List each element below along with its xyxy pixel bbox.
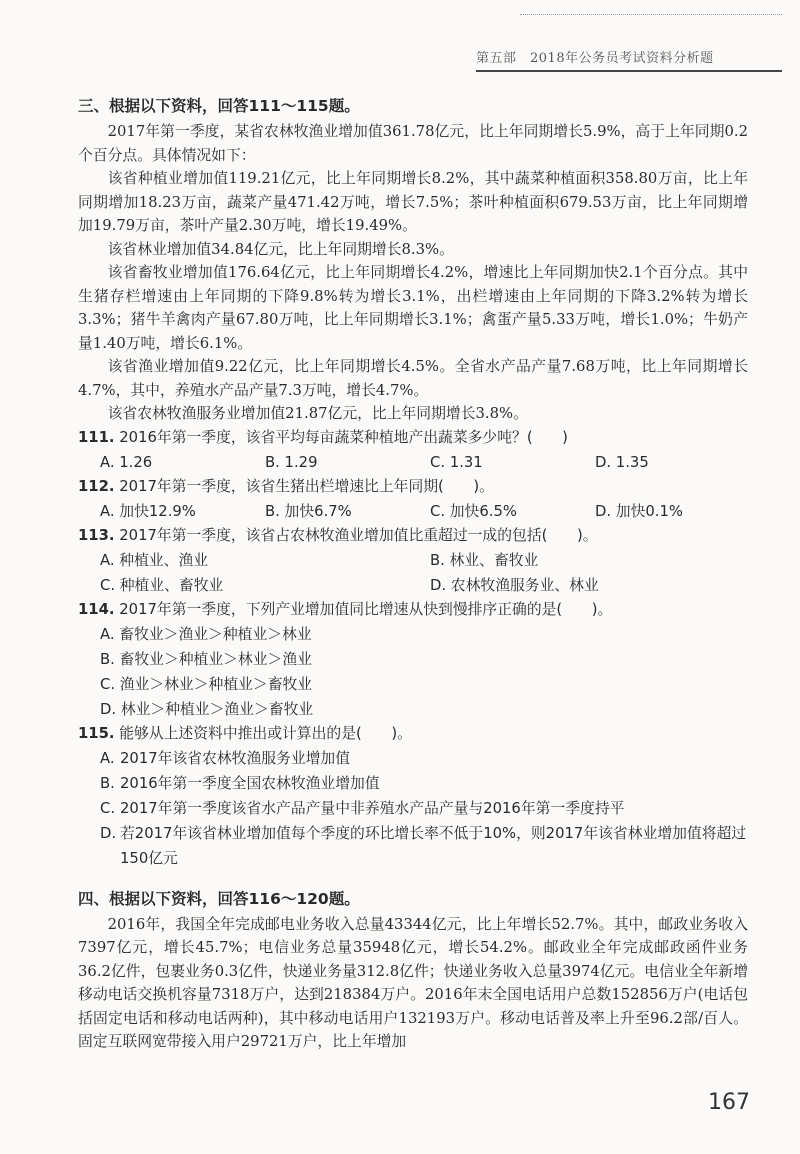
option-a[interactable]: A. 加快12.9% — [100, 502, 196, 520]
question-number: 113. — [78, 526, 115, 544]
question-113 — [78, 524, 748, 548]
paragraph: 该省种植业增加值119.21亿元，比上年同期增长8.2%，其中蔬菜种植面积358.80万亩，比上年同期增加18.23万亩，蔬菜产量471.42万吨，增长7.5%；茶叶种植面积679.53万亩，比上年同期增加19.79万亩，茶叶产量2.30万吨，增长19.49%。 — [78, 170, 748, 234]
question-text: 2017年第一季度，该省生猪出栏增速比上年同期( )。 — [119, 477, 494, 495]
question-text: 能够从上述资料中推出或计算出的是( )。 — [119, 724, 412, 742]
question-111 — [78, 426, 748, 450]
header-rule — [476, 70, 782, 72]
question-number: 112. — [78, 477, 115, 495]
question-112 — [78, 475, 748, 499]
option-b[interactable]: B. 加快6.7% — [265, 502, 352, 520]
question-115 — [78, 722, 748, 746]
section-spacer — [78, 871, 748, 885]
option-c[interactable]: C. 渔业＞林业＞种植业＞畜牧业 — [100, 675, 313, 693]
paragraph: 2016年，我国全年完成邮电业务收入总量43344亿元，比上年增长52.7%。其中，邮政业务收入7397亿元，增长45.7%；电信业务总量35948亿元，增长54.2%。邮政业全年完成邮政函件业务36.2亿件，包裹业务0.3亿件，快递业务量312.8亿件；快递业务收入总量3974亿元。电信业全年新增移动电话交换机容量7318万户，达到218384万户。2016年末全国电话用户总数152856万户(电话包括固定电话和移动电话两种)，其中移动电话用户132193万户。移动电话普及率上升至96.2部/百人。固定互联网宽带接入用户29721万户，比上年增加 — [78, 915, 748, 1050]
option-d[interactable]: D. 林业＞种植业＞渔业＞畜牧业 — [100, 700, 314, 718]
option-c[interactable] — [100, 796, 748, 821]
option-c[interactable]: C. 加快6.5% — [430, 502, 517, 520]
paragraph: 该省林业增加值34.84亿元，比上年同期增长8.3%。 — [107, 240, 454, 258]
option-letter: B. — [100, 774, 115, 792]
section-4-title: 四、根据以下资料，回答116～120题。 — [78, 889, 360, 908]
option-a[interactable]: A. 畜牧业＞渔业＞种植业＞林业 — [100, 625, 312, 643]
option-letter: D. — [100, 824, 117, 842]
question-number: 111. — [78, 428, 115, 446]
option-text: 2016年第一季度全国农林牧渔业增加值 — [120, 774, 380, 792]
paragraph: 该省畜牧业增加值176.64亿元，比上年同期增长4.2%，增速比上年同期加快2.1个百分点。其中生猪存栏增速由上年同期的下降9.8%转为增长3.1%，出栏增速由上年同期的下降3.2%转为增长3.3%；猪牛羊禽肉产量67.80万吨，比上年同期增长3.1%；禽蛋产量5.33万吨，增长1.0%；牛奶产量1.40万吨，增长6.1%。 — [78, 264, 748, 352]
option-d[interactable]: D. 农林牧渔服务业、林业 — [430, 576, 599, 594]
question-114 — [78, 598, 748, 622]
section-3-title: 三、根据以下资料，回答111～115题。 — [78, 97, 360, 115]
page-number: 167 — [708, 1090, 750, 1115]
page-content — [78, 92, 748, 1054]
option-d[interactable]: D. 加快0.1% — [595, 502, 683, 520]
options-114 — [78, 622, 748, 722]
option-text: 若2017年该省林业增加值每个季度的环比增长率不低于10%，则2017年该省林业增加值将超过150亿元 — [120, 824, 747, 867]
top-dotted-line — [520, 14, 782, 15]
options-115 — [78, 746, 748, 871]
options-111 — [78, 450, 748, 475]
option-text: 2017年第一季度该省水产品产量中非养殖水产品产量与2016年第一季度持平 — [120, 799, 625, 817]
option-a[interactable] — [100, 746, 748, 771]
question-number: 114. — [78, 600, 115, 618]
option-letter: C. — [100, 799, 116, 817]
question-text: 2016年第一季度，该省平均每亩蔬菜种植地产出蔬菜多少吨？( ) — [119, 428, 568, 446]
paragraph: 该省渔业增加值9.22亿元，比上年同期增长4.5%。全省水产品产量7.68万吨，比上年同期增长4.7%，其中，养殖水产品产量7.3万吨，增长4.7%。 — [78, 358, 748, 399]
running-header: 第五部 2018年公务员考试资料分析题 — [476, 51, 714, 66]
option-b[interactable]: B. 畜牧业＞种植业＞林业＞渔业 — [100, 650, 312, 668]
option-d[interactable]: D. 1.35 — [595, 453, 649, 471]
option-c[interactable]: C. 1.31 — [430, 453, 483, 471]
question-text: 2017年第一季度，下列产业增加值同比增速从快到慢排序正确的是( )。 — [119, 600, 613, 618]
option-a[interactable]: A. 种植业、渔业 — [100, 551, 209, 569]
option-text: 2017年该省农林牧渔服务业增加值 — [120, 749, 351, 767]
option-c[interactable]: C. 种植业、畜牧业 — [100, 576, 224, 594]
options-113 — [78, 548, 748, 598]
option-b[interactable]: B. 1.29 — [265, 453, 318, 471]
option-d[interactable] — [100, 821, 748, 871]
option-letter: A. — [100, 749, 115, 767]
question-number: 115. — [78, 724, 115, 742]
question-text: 2017年第一季度，该省占农林牧渔业增加值比重超过一成的包括( )。 — [119, 526, 598, 544]
option-b[interactable]: B. 林业、畜牧业 — [430, 551, 539, 569]
option-b[interactable] — [100, 771, 748, 796]
paragraph: 2017年第一季度，某省农林牧渔业增加值361.78亿元，比上年同期增长5.9%，高于上年同期0.2个百分点。具体情况如下： — [78, 123, 748, 164]
options-112 — [78, 499, 748, 524]
option-a[interactable]: A. 1.26 — [100, 453, 153, 471]
paragraph: 该省农林牧渔服务业增加值21.87亿元，比上年同期增长3.8%。 — [107, 405, 528, 422]
